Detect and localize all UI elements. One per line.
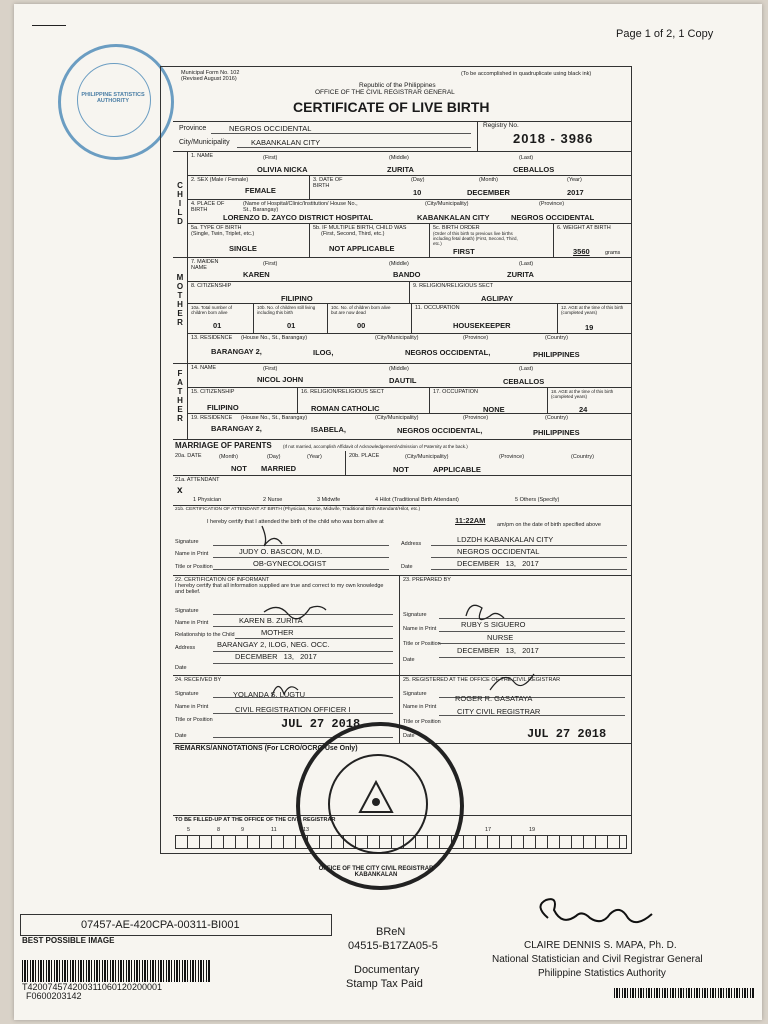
footer-barcode-no: T420074574200311060120200001 <box>22 982 162 992</box>
stamp-emblem <box>356 778 396 818</box>
official-signature <box>532 896 662 940</box>
child-pob-prov-lbl: (Province) <box>539 201 565 207</box>
attendant-title-label: Title or Position <box>175 564 213 570</box>
child-last-lbl: (Last) <box>519 155 534 161</box>
informant-date-label: Date <box>175 665 187 671</box>
father-cit-label: 15. CITIZENSHIP <box>191 389 235 395</box>
attendant-address-line2 <box>431 557 627 558</box>
child-weight-label: 6. WEIGHT AT BIRTH <box>557 225 611 231</box>
father-age: 24 <box>579 405 588 414</box>
father-last-lbl: (Last) <box>519 366 534 372</box>
attendant-address1: LDZDH KABANKALAN CITY <box>457 535 554 544</box>
preparer-date-label: Date <box>403 657 415 663</box>
city-registrar-stamp <box>296 722 464 890</box>
top-left-mark <box>32 25 66 26</box>
father-res-brgy: BARANGAY 2, <box>211 424 262 433</box>
registered-signature <box>484 666 544 696</box>
child-type-sub: (Single, Twin, Triplet, etc.) <box>191 231 255 237</box>
province-line <box>211 133 471 134</box>
city-line <box>237 147 471 148</box>
child-order: FIRST <box>453 247 475 256</box>
mother-last-lbl: (Last) <box>519 261 534 267</box>
informant-relationship: MOTHER <box>261 628 294 637</box>
stamp-tax-1: Documentary <box>354 964 420 976</box>
mother-10a-div <box>253 303 254 333</box>
mother-middle-lbl: (Middle) <box>389 261 409 267</box>
mother-10b: 01 <box>287 321 296 330</box>
marriage-div <box>345 451 346 475</box>
remarks-label: REMARKS/ANNOTATIONS (For LCRO/OCRG Use Only) <box>175 745 358 752</box>
informant-date-line <box>213 663 393 664</box>
father-top-line <box>173 363 631 364</box>
father-middle-name: DAUTIL <box>389 376 417 385</box>
fill-num-4: 13 <box>303 827 310 833</box>
preparer-title-label: Title or Position <box>403 641 441 647</box>
child-type-div <box>309 223 310 257</box>
stamp-text: OFFICE OF THE CITY CIVIL REGISTRAR KABANKALAN <box>318 866 434 878</box>
marriage-place-label: 20b. PLACE <box>349 453 380 459</box>
child-year-lbl: (Year) <box>567 177 582 183</box>
attendant-sig-label: Signature <box>175 539 199 545</box>
father-rel-label: 16. RELIGION/RELIGIOUS SECT <box>301 389 385 395</box>
mother-cit-div <box>409 281 410 303</box>
received-sig-label: Signature <box>175 691 199 697</box>
child-multiple-div <box>429 223 430 257</box>
marriage-date-label: 20a. DATE <box>175 453 202 459</box>
child-dob-month: DECEMBER <box>467 188 510 197</box>
mother-name-label: 7. MAIDEN NAME <box>191 259 219 271</box>
father-res-prov-lbl: (Province) <box>463 415 489 421</box>
registry-number: 2018 - 3986 <box>513 131 594 146</box>
child-type: SINGLE <box>229 244 257 253</box>
footer-code-box <box>20 914 332 936</box>
child-pob-city-lbl: (City/Municipality) <box>425 201 469 207</box>
mother-side-label: M O T H E R <box>176 273 184 327</box>
mother-10c: 00 <box>357 321 366 330</box>
marriage-country-lbl: (Country) <box>571 454 594 460</box>
informant-signature <box>260 598 330 628</box>
father-name-label: 14. NAME <box>191 365 217 371</box>
father-res-label: 19. RESIDENCE <box>191 415 233 421</box>
marriage-month-lbl: (Month) <box>219 454 238 460</box>
registry-label: Registry No. <box>483 122 519 129</box>
registered-title-label: Title or Position <box>403 719 441 725</box>
father-middle-lbl: (Middle) <box>389 366 409 372</box>
child-dob-day: 10 <box>413 188 422 197</box>
father-citizenship: FILIPINO <box>207 403 239 412</box>
attendant-label: 21a. ATTENDANT <box>175 477 220 483</box>
child-multiple-label: 5b. IF MULTIPLE BIRTH, CHILD WAS <box>313 225 407 231</box>
mother-res-country: PHILIPPINES <box>533 350 580 359</box>
child-first-lbl: (First) <box>263 155 278 161</box>
informant-div <box>399 575 400 675</box>
mother-occupation: HOUSEKEEPER <box>453 321 511 330</box>
registered-name-line <box>439 715 625 716</box>
child-pob-city: KABANKALAN CITY <box>417 213 490 222</box>
father-last-name: CEBALLOS <box>503 377 545 386</box>
mother-occ-label: 11. OCCUPATION <box>415 305 460 311</box>
mother-res-sub: (House No., St., Barangay) <box>241 335 308 341</box>
preparer-title-line <box>439 643 625 644</box>
child-month-lbl: (Month) <box>479 177 498 183</box>
child-top-line <box>173 151 631 152</box>
child-sex-label: 2. SEX (Male / Female) <box>191 177 249 183</box>
father-res-country: PHILIPPINES <box>533 428 580 437</box>
mother-rel-label: 9. RELIGION/RELIGIOUS SECT <box>413 283 494 289</box>
preparer-name-label: Name in Print <box>403 626 437 632</box>
preparer-sig-label: Signature <box>403 612 427 618</box>
attendant-opt1: 1 Physician <box>193 497 222 503</box>
attendant-title: OB-GYNECOLOGIST <box>253 559 327 568</box>
attendant-mark: x <box>177 485 183 496</box>
received-label: 24. RECEIVED BY <box>175 677 222 683</box>
mother-10a: 01 <box>213 321 222 330</box>
child-side-line <box>187 151 188 257</box>
mother-citizenship: FILIPINO <box>281 294 313 303</box>
marriage-note: (If not married, accomplish Affidavit of Acknowledgement/Admission of Paternity at the back.) <box>283 444 468 449</box>
registered-date-label: Date <box>403 733 415 739</box>
registered-label: 25. REGISTERED AT THE OFFICE OF THE CIVIL REGISTRAR <box>403 677 561 683</box>
mother-top-line <box>173 257 631 258</box>
mother-res-brgy: BARANGAY 2, <box>211 347 262 356</box>
attendant-top-line <box>173 475 631 476</box>
city-value: KABANKALAN CITY <box>251 138 321 147</box>
child-dob-year: 2017 <box>567 188 584 197</box>
marriage-prov-lbl: (Province) <box>499 454 525 460</box>
child-last-name: CEBALLOS <box>513 165 555 174</box>
father-occ-div <box>547 387 548 413</box>
attendant-date: DECEMBER 13, 2017 <box>457 559 539 568</box>
province-label: Province <box>179 125 207 132</box>
bren-label: BReN <box>376 926 406 938</box>
mother-res-city-lbl: (City/Municipality) <box>375 335 419 341</box>
attendant-title-line <box>213 569 389 570</box>
father-first-lbl: (First) <box>263 366 278 372</box>
father-res-country-lbl: (Country) <box>545 415 568 421</box>
received-date-label: Date <box>175 733 187 739</box>
attendant-opt5: 5 Others (Specify) <box>515 497 560 503</box>
child-multiple-sub: (First, Second, Third, etc.) <box>321 231 385 237</box>
preparer-label: 23. PREPARED BY <box>403 577 451 583</box>
mother-occ-div <box>557 303 558 333</box>
footer-code: 07457-AE-420CPA-00311-BI001 <box>81 919 240 931</box>
informant-rel-label: Relationship to the Child <box>175 632 235 638</box>
footer-barcode-right <box>614 988 754 998</box>
child-middle-name: ZURITA <box>387 165 414 174</box>
marriage-place-applicable: APPLICABLE <box>433 465 481 474</box>
preparer-name-line <box>439 631 625 632</box>
mother-last-name: ZURITA <box>507 270 534 279</box>
fill-num-5: 17 <box>485 827 492 833</box>
registered-sig-label: Signature <box>403 691 427 697</box>
attendant-cert-label: 21b. CERTIFICATION OF ATTENDANT AT BIRTH (Physician, Nurse, Midwife, Traditional Birth Attendant/Hilot, etc.) <box>175 507 421 512</box>
received-top-line <box>173 675 631 676</box>
mother-res-prov-lbl: (Province) <box>463 335 489 341</box>
province-value: NEGROS OCCIDENTAL <box>229 124 312 133</box>
child-order-div <box>553 223 554 257</box>
marriage-date-married: MARRIED <box>261 464 296 473</box>
attendant-name: JUDY O. BASCON, M.D. <box>239 547 323 556</box>
informant-name: KAREN B. ZURITA <box>239 616 303 625</box>
mother-side-line <box>187 257 188 363</box>
father-occupation: NONE <box>483 405 505 414</box>
received-name-label: Name in Print <box>175 704 209 710</box>
form-revised: (Revised August 2016) <box>181 76 237 82</box>
child-multiple: NOT APPLICABLE <box>329 244 395 253</box>
attendant-sig-line <box>213 545 389 546</box>
attendant-row2-line <box>173 505 631 506</box>
preparer-title: NURSE <box>487 633 514 642</box>
mother-10a-label: 10a. Total number of children born alive <box>191 305 232 315</box>
child-dob-label: 3. DATE OF BIRTH <box>313 177 343 189</box>
mother-religion: AGLIPAY <box>481 294 514 303</box>
marriage-place-not: NOT <box>393 465 409 474</box>
informant-text: I hereby certify that all information supplied are true and correct to my own knowledge and belief. <box>175 583 384 595</box>
attendant-address-label: Address <box>401 541 422 547</box>
father-occ-label: 17. OCCUPATION <box>433 389 479 395</box>
father-cit-div <box>297 387 298 413</box>
received-signature <box>266 676 306 702</box>
father-age-label: 18. AGE at the time of this birth (completed years) <box>551 389 614 399</box>
child-order-label: 5c. BIRTH ORDER <box>433 225 480 231</box>
child-pob-sub: (Name of Hospital/Clinic/Institution/ House No., St., Barangay) <box>243 201 358 213</box>
father-res-city: ISABELA, <box>311 425 347 434</box>
child-middle-lbl: (Middle) <box>389 155 409 161</box>
mother-age-label: 12. AGE at the time of this birth (completed years) <box>561 305 624 315</box>
official-title-2: Philippine Statistics Authority <box>538 968 666 979</box>
form-number: Municipal Form No. 102 <box>181 70 240 76</box>
bren-number: 04515-B17ZA05-5 <box>348 940 438 952</box>
footer-barcode <box>22 960 210 982</box>
child-day-lbl: (Day) <box>411 177 425 183</box>
mother-res-label: 13. RESIDENCE <box>191 335 233 341</box>
attendant-opt3: 3 Midwife <box>317 497 341 503</box>
preparer-signature <box>460 598 510 630</box>
father-res-prov: NEGROS OCCIDENTAL, <box>397 426 483 435</box>
father-row3-line <box>187 413 631 414</box>
mother-age: 19 <box>585 323 594 332</box>
certificate-title: CERTIFICATE OF LIVE BIRTH <box>293 99 490 115</box>
attendant-signature <box>254 522 294 552</box>
mother-middle-name: BANDO <box>393 270 421 279</box>
page-info: Page 1 of 2, 1 Copy <box>616 28 714 40</box>
father-rel-div <box>429 387 430 413</box>
attendant-date-label: Date <box>401 564 413 570</box>
father-row2-line <box>187 387 631 388</box>
informant-name-label: Name in Print <box>175 620 209 626</box>
attendant-opt4: 4 Hilot (Traditional Birth Attendant) <box>375 497 459 503</box>
attendant-cert-text2: am/pm on the date of birth specified above <box>497 522 601 528</box>
stamp-tax-2: Stamp Tax Paid <box>346 978 423 990</box>
registered-name: ROGER R. GASATAYA <box>455 694 533 703</box>
child-side-label: C H I L D <box>177 181 183 226</box>
footer-f-no: F0600203142 <box>26 991 82 1001</box>
child-weight-unit: grams <box>605 250 621 256</box>
child-sex-div <box>309 175 310 199</box>
document-page <box>14 4 762 1020</box>
received-name: YOLANDA S. LUGTU <box>233 690 306 699</box>
mother-res-city: ILOG, <box>313 348 334 357</box>
registered-name-label: Name in Print <box>403 704 437 710</box>
attendant-time: 11:22AM <box>455 516 486 525</box>
child-row3-line <box>187 199 631 200</box>
attendant-date-line <box>431 569 627 570</box>
informant-address-label: Address <box>175 645 196 651</box>
mother-first-name: KAREN <box>243 270 270 279</box>
fill-num-1: 8 <box>217 827 221 833</box>
informant-rel-line <box>235 638 393 639</box>
mother-row4-line <box>187 333 631 334</box>
marriage-city-lbl: (City/Municipality) <box>405 454 449 460</box>
attendant-name-label: Name in Print <box>175 551 209 557</box>
child-pob-label: 4. PLACE OF BIRTH <box>191 201 225 213</box>
marriage-top-line <box>173 439 631 440</box>
city-label: City/Municipality <box>179 139 230 146</box>
child-pob-prov: NEGROS OCCIDENTAL <box>511 213 595 222</box>
fill-label: TO BE FILLED-UP AT THE OFFICE OF THE CIVIL REGISTRAR <box>175 817 336 823</box>
psa-seal <box>58 44 174 160</box>
attendant-address2: NEGROS OCCIDENTAL <box>457 547 540 556</box>
attendant-opt2: 2 Nurse <box>263 497 283 503</box>
mother-10c-label: 10c. No. of children born alive but are now dead <box>331 305 391 315</box>
best-possible-image: BEST POSSIBLE IMAGE <box>22 936 115 945</box>
father-res-city-lbl: (City/Municipality) <box>375 415 419 421</box>
father-religion: ROMAN CATHOLIC <box>311 404 380 413</box>
mother-10b-label: 10b. No. of children still living including this birth <box>257 305 316 315</box>
child-row2-line <box>187 175 631 176</box>
fill-num-2: 9 <box>241 827 245 833</box>
child-sex: FEMALE <box>245 186 276 195</box>
attendant-name-line <box>213 557 389 558</box>
child-name-label: 1. NAME <box>191 153 214 159</box>
received-date: JUL 27 2018 <box>281 717 361 731</box>
fill-num-3: 11 <box>271 827 277 833</box>
father-first-name: NICOL JOHN <box>257 375 304 384</box>
registry-divider <box>477 121 478 151</box>
fill-num-6: 19 <box>529 827 536 833</box>
mother-cit-label: 8. CITIZENSHIP <box>191 283 232 289</box>
marriage-year-lbl: (Year) <box>307 454 322 460</box>
republic-text: Republic of the Philippines <box>359 82 436 89</box>
official-name: CLAIRE DENNIS S. MAPA, Ph. D. <box>524 940 677 951</box>
preparer-name: RUBY S SIGUERO <box>461 620 526 629</box>
seal-text: PHILIPPINE STATISTICS AUTHORITY <box>81 92 145 104</box>
child-hospital: LORENZO D. ZAYCO DISTRICT HOSPITAL <box>223 213 374 222</box>
mother-10c-div <box>411 303 412 333</box>
father-side-label: F A T H E R <box>177 369 183 423</box>
father-res-sub: (House No., St., Barangay) <box>241 415 308 421</box>
mother-10b-div <box>327 303 328 333</box>
child-weight: 3560 <box>573 247 590 256</box>
registered-date: JUL 27 2018 <box>527 727 607 741</box>
child-first-name: OLIVIA NICKA <box>257 165 308 174</box>
child-row4-line <box>187 223 631 224</box>
mother-res-prov: NEGROS OCCIDENTAL, <box>405 348 491 357</box>
informant-top-line <box>173 575 631 576</box>
attendant-address-line1 <box>431 545 627 546</box>
received-name-line <box>213 713 393 714</box>
marriage-date-not: NOT <box>231 464 247 473</box>
fill-num-0: 5 <box>187 827 191 833</box>
child-order-sub: (Order of this birth to previous live births including fetal death) (First, Second, Third, etc.) <box>433 231 518 246</box>
received-title: CIVIL REGISTRATION OFFICER I <box>235 705 351 714</box>
mother-first-lbl: (First) <box>263 261 278 267</box>
quadruplicate-note: (To be accomplished in quadruplicate using black ink) <box>461 71 592 77</box>
child-type-label: 5a. TYPE OF BIRTH <box>191 225 242 231</box>
mother-res-country-lbl: (Country) <box>545 335 568 341</box>
informant-address: BARANGAY 2, ILOG, NEG. OCC. <box>217 640 330 649</box>
office-text: OFFICE OF THE CIVIL REGISTRAR GENERAL <box>315 89 455 96</box>
preparer-date-line <box>439 657 625 658</box>
marriage-day-lbl: (Day) <box>267 454 281 460</box>
official-title-1: National Statistician and Civil Registrar General <box>492 954 703 965</box>
attendant-cert-text: I hereby certify that I attended the birth of the child who was born alive at <box>207 519 384 525</box>
informant-sig-label: Signature <box>175 608 199 614</box>
informant-label: 22. CERTIFICATION OF INFORMANT <box>175 577 270 583</box>
preparer-date: DECEMBER 13, 2017 <box>457 646 539 655</box>
received-title-label: Title or Position <box>175 717 213 723</box>
marriage-label: MARRIAGE OF PARENTS <box>175 441 272 450</box>
header-divider <box>173 121 631 122</box>
father-side-line <box>187 363 188 439</box>
informant-date: DECEMBER 13, 2017 <box>235 652 317 661</box>
registered-title: CITY CIVIL REGISTRAR <box>457 707 541 716</box>
